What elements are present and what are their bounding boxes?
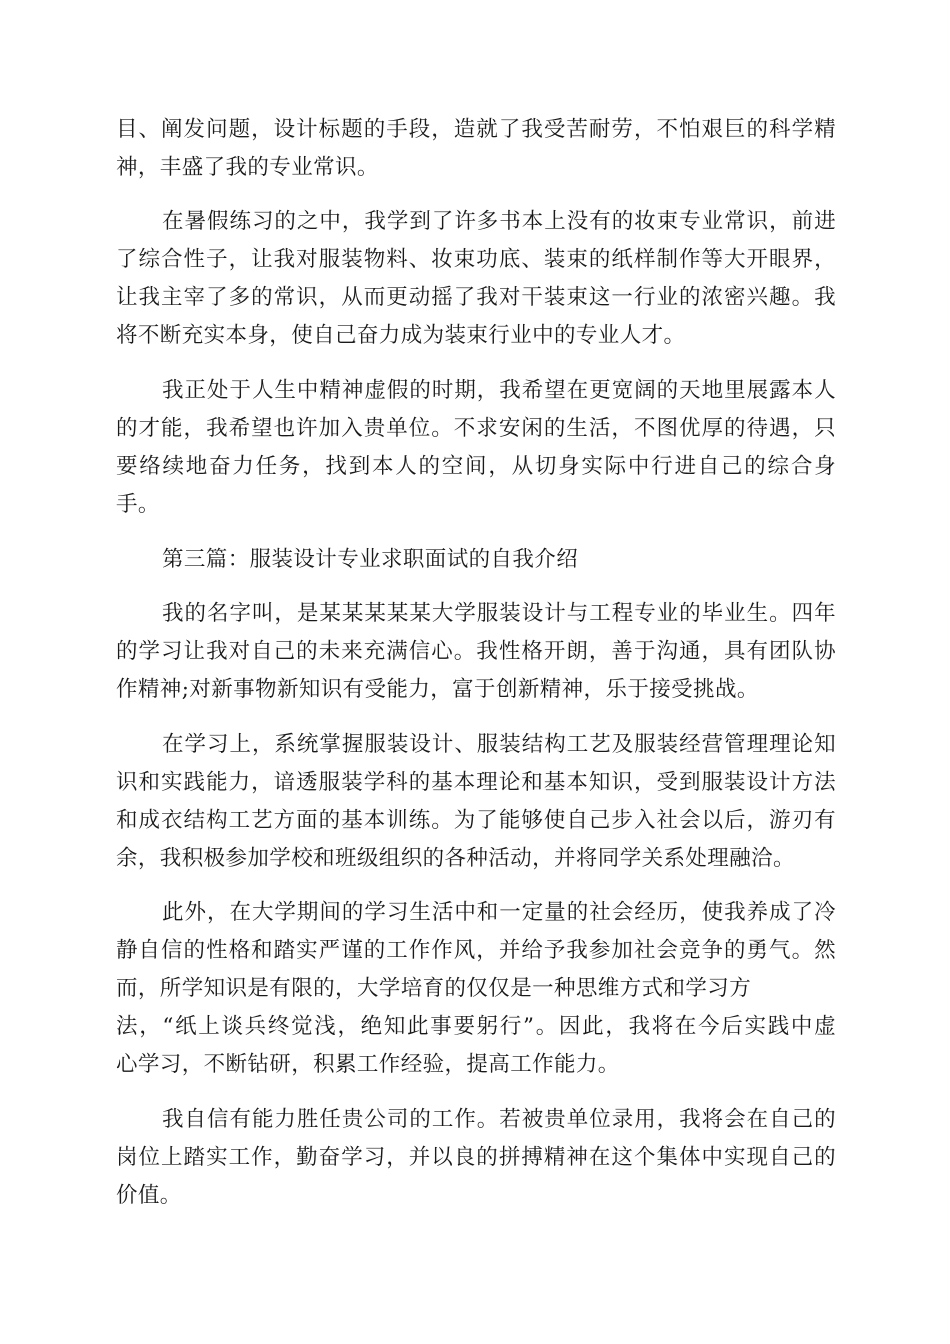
text-line: 余，我积极参加学校和班级组织的各种活动，并将同学关系处理融洽。 — [116, 846, 795, 871]
text-line: 手。 — [116, 492, 160, 517]
text-line: 和成衣结构工艺方面的基本训练。为了能够使自己步入社会以后，游刃有 — [116, 808, 836, 833]
text-line: 目、阐发问题，设计标题的手段，造就了我受苦耐劳，不怕艰巨的科学精 — [116, 117, 836, 142]
text-line: 作精神;对新事物新知识有受能力，富于创新精神，乐于接受挑战。 — [116, 677, 759, 702]
text-line: 要络续地奋力任务，找到本人的空间，从切身实际中行进自己的综合身 — [116, 454, 836, 479]
text-line: 在学习上，系统掌握服装设计、服装结构工艺及服装经营管理理论知 — [162, 732, 836, 757]
text-line: 法，“纸上谈兵终觉浅，绝知此事要躬行”。因此，我将在今后实践中虚 — [116, 1014, 836, 1039]
text-line: 我的名字叫，是某某某某某大学服装设计与工程专业的毕业生。四年 — [162, 601, 836, 626]
text-line: 岗位上踏实工作，勤奋学习，并以良的拼搏精神在这个集体中实现自己的 — [116, 1145, 836, 1170]
text-line: 将不断充实本身，使自己奋力成为装束行业中的专业人才。 — [116, 323, 686, 348]
text-line: 在暑假练习的之中，我学到了许多书本上没有的妆束专业常识，前进 — [162, 209, 836, 234]
text-line: 识和实践能力，谙透服装学科的基本理论和基本知识，受到服装设计方法 — [116, 770, 836, 795]
text-line: 的学习让我对自己的未来充满信心。我性格开朗，善于沟通，具有团队协 — [116, 639, 836, 664]
text-line: 我正处于人生中精神虚假的时期，我希望在更宽阔的天地里展露本人 — [162, 378, 836, 403]
text-line: 此外，在大学期间的学习生活中和一定量的社会经历，使我养成了冷 — [162, 900, 836, 925]
text-line: 心学习，不断钻研，积累工作经验，提高工作能力。 — [116, 1052, 620, 1077]
text-line: 而，所学知识是有限的，大学培育的仅仅是一种思维方式和学习方 — [116, 976, 752, 1001]
section-heading: 第三篇：服装设计专业求职面试的自我介绍 — [162, 547, 579, 572]
text-line: 了综合性子，让我对服装物料、妆束功底、装束的纸样制作等大开眼界， — [116, 247, 836, 272]
text-line: 静自信的性格和踏实严谨的工作作风，并给予我参加社会竞争的勇气。然 — [116, 938, 836, 963]
text-line: 价值。 — [116, 1183, 182, 1208]
text-line: 的才能，我希望也许加入贵单位。不求安闲的生活，不图优厚的待遇，只 — [116, 416, 836, 441]
text-line: 神，丰盛了我的专业常识。 — [116, 155, 379, 180]
text-line: 让我主宰了多的常识，从而更动摇了我对干装束这一行业的浓密兴趣。我 — [116, 285, 836, 310]
text-line: 我自信有能力胜任贵公司的工作。若被贵单位录用，我将会在自己的 — [162, 1107, 836, 1132]
